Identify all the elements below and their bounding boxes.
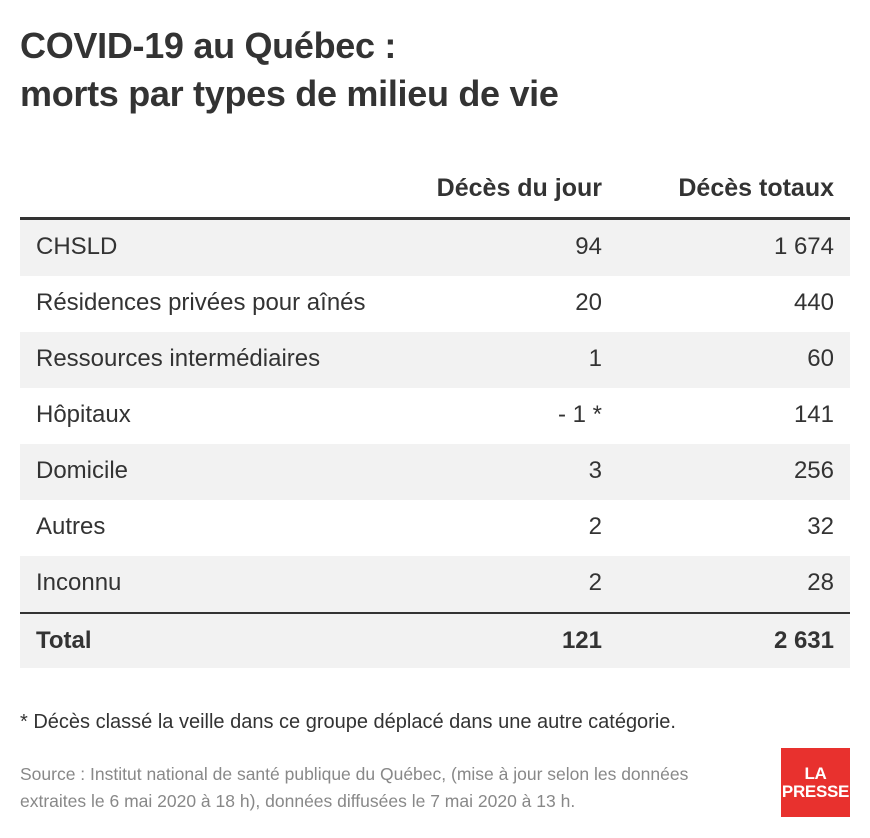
table-row <box>20 332 850 388</box>
row-deces-totaux: 141 <box>793 401 834 428</box>
row-deces-totaux: 60 <box>807 345 834 372</box>
total-deces-totaux: 2 631 <box>773 627 834 654</box>
total-label: Total <box>36 627 92 654</box>
table-total-row <box>20 612 850 668</box>
table-row <box>20 220 850 276</box>
row-deces-totaux: 440 <box>793 289 834 316</box>
row-deces-du-jour: - 1 * <box>557 401 602 428</box>
table-header <box>20 160 850 220</box>
row-label: Ressources intermédiaires <box>36 345 321 372</box>
title-line-2: morts par types de milieu de vie <box>20 73 559 114</box>
table-row <box>20 444 850 500</box>
column-header-deces-totaux: Décès totaux <box>678 174 834 202</box>
logo-line-2: PRESSE <box>781 782 850 801</box>
logo-line-1: LA <box>804 764 827 783</box>
row-label: Autres <box>36 513 106 540</box>
row-label: Inconnu <box>36 569 122 596</box>
source-note: Source : Institut national de santé publique du Québec, (mise à jour selon les données extraites le 6 mai 2020 à 18 h), données diffusées le 7 mai 2020 à 13 h. <box>20 764 689 811</box>
row-deces-totaux: 32 <box>807 513 834 540</box>
row-deces-du-jour: 1 <box>588 345 602 372</box>
row-label: Domicile <box>36 457 129 484</box>
table-body <box>20 220 850 612</box>
row-label: Hôpitaux <box>36 401 131 428</box>
la-presse-logo <box>781 748 850 817</box>
row-deces-du-jour: 2 <box>588 569 602 596</box>
page-title <box>20 22 559 118</box>
row-deces-totaux: 28 <box>807 569 834 596</box>
row-deces-du-jour: 20 <box>575 289 602 316</box>
row-label: CHSLD <box>36 233 118 260</box>
data-table <box>20 160 850 668</box>
title-line-1: COVID-19 au Québec : <box>20 25 397 66</box>
row-deces-du-jour: 3 <box>588 457 602 484</box>
row-deces-totaux: 1 674 <box>773 233 834 260</box>
row-deces-du-jour: 94 <box>575 233 602 260</box>
table-row <box>20 276 850 332</box>
row-deces-du-jour: 2 <box>588 513 602 540</box>
total-deces-du-jour: 121 <box>561 627 602 654</box>
table-row <box>20 556 850 612</box>
row-label: Résidences privées pour aînés <box>36 289 366 316</box>
column-header-deces-du-jour: Décès du jour <box>436 174 602 202</box>
table-row <box>20 388 850 444</box>
row-deces-totaux: 256 <box>793 457 834 484</box>
footnote: * Décès classé la veille dans ce groupe déplacé dans une autre catégorie. <box>20 711 676 733</box>
table-row <box>20 500 850 556</box>
